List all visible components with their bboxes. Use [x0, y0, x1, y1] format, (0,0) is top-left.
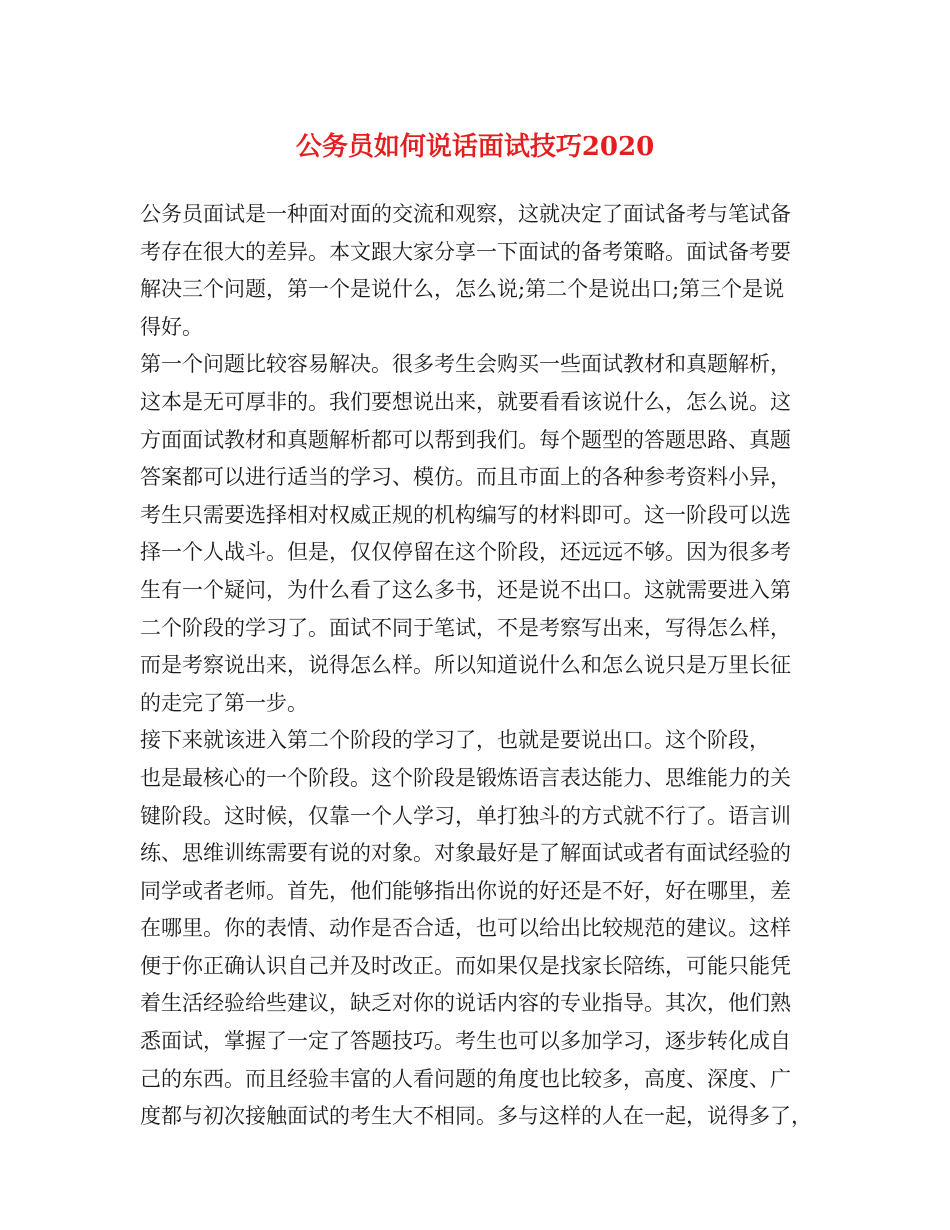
text-line: 考生只需要选择相对权威正规的机构编写的材料即可。这一阶段可以选 — [140, 502, 791, 527]
text-line: 生有一个疑问，为什么看了这么多书，还是说不出口。这就需要进入第 — [140, 577, 791, 602]
text-line: 着生活经验给些建议，缺乏对你的说话内容的专业指导。其次，他们熟 — [140, 991, 791, 1016]
text-line: 接下来就该进入第二个阶段的学习了，也就是要说出口。这个阶段， — [140, 728, 770, 753]
text-line: 己的东西。而且经验丰富的人看问题的角度也比较多，高度、深度、广 — [140, 1066, 791, 1091]
text-line: 得好。 — [140, 314, 203, 339]
text-line: 答案都可以进行适当的学习、模仿。而且市面上的各种参考资料小异， — [140, 465, 791, 490]
document-title: 公务员如何说话面试技巧2020 — [295, 132, 655, 162]
text-line: 这本是无可厚非的。我们要想说出来，就要看看该说什么，怎么说。这 — [140, 389, 791, 414]
text-line: 方面面试教材和真题解析都可以帮到我们。每个题型的答题思路、真题 — [140, 427, 791, 452]
text-line: 二个阶段的学习了。面试不同于笔试，不是考察写出来，写得怎么样， — [140, 615, 791, 640]
text-line: 度都与初次接触面试的考生大不相同。多与这样的人在一起，说得多了， — [140, 1104, 812, 1129]
document-body — [140, 196, 820, 1136]
text-line: 择一个人战斗。但是，仅仅停留在这个阶段，还远远不够。因为很多考 — [140, 540, 791, 565]
text-line: 考存在很大的差异。本文跟大家分享一下面试的备考策略。面试备考要 — [140, 239, 791, 264]
text-line: 键阶段。这时候，仅靠一个人学习，单打独斗的方式就不行了。语言训 — [140, 803, 791, 828]
text-line: 练、思维训练需要有说的对象。对象最好是了解面试或者有面试经验的 — [140, 841, 791, 866]
text-line: 便于你正确认识自己并及时改正。而如果仅是找家长陪练，可能只能凭 — [140, 953, 791, 978]
text-line: 在哪里。你的表情、动作是否合适，也可以给出比较规范的建议。这样 — [140, 916, 791, 941]
text-line: 而是考察说出来，说得怎么样。所以知道说什么和怎么说只是万里长征 — [140, 653, 791, 678]
text-line: 解决三个问题，第一个是说什么，怎么说;第二个是说出口;第三个是说 — [140, 277, 785, 302]
text-line: 同学或者老师。首先，他们能够指出你说的好还是不好，好在哪里，差 — [140, 878, 791, 903]
text-line: 的走完了第一步。 — [140, 690, 308, 715]
text-line: 也是最核心的一个阶段。这个阶段是锻炼语言表达能力、思维能力的关 — [140, 765, 791, 790]
text-line: 公务员面试是一种面对面的交流和观察，这就决定了面试备考与笔试备 — [140, 202, 791, 226]
text-line: 第一个问题比较容易解决。很多考生会购买一些面试教材和真题解析， — [140, 352, 791, 377]
text-line: 悉面试，掌握了一定了答题技巧。考生也可以多加学习，逐步转化成自 — [140, 1029, 791, 1054]
